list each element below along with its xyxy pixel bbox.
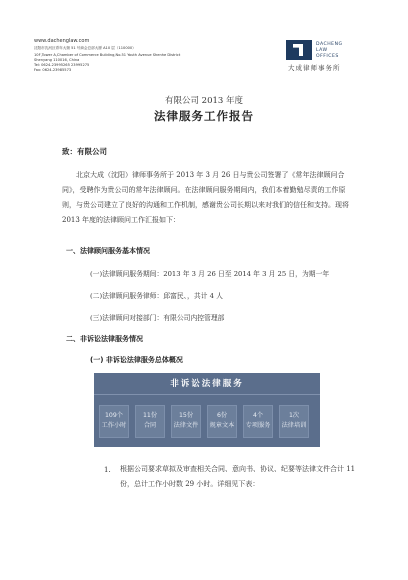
summary-box-legal-docs <box>171 405 201 438</box>
list-item-text: 根据公司要求草拟及审查相关合同、意向书、协议、纪要等法律文件合计 11 份，总计工作小时数 29 小时。详细见下表： <box>120 465 356 488</box>
letterhead-address-cn: 沈阳市沈河区青年大街 51 号商会总部大厦 A10 层（110000） <box>34 46 136 50</box>
summary-box-label: 合同 <box>143 422 157 429</box>
document-subtitle: 有限公司 2013 年度 <box>164 96 244 106</box>
logo-text-line-2: LAW <box>316 48 328 53</box>
section2-heading: 二、非诉讼法律服务情况 <box>66 335 143 343</box>
letterhead-address-en-1: 10F,Tower A,Chamber of Commerce Building,No.51 Youth Avenue Shenhe District <box>34 53 181 57</box>
summary-box-label: 专项服务 <box>245 422 271 429</box>
letterhead-tel: Tel: 0624-23995265 23995275 <box>34 63 90 67</box>
summary-box-training <box>279 405 309 438</box>
summary-banner-divider <box>94 394 320 395</box>
intro-paragraph: 北京大成（沈阳）律师事务所于 2013 年 3 月 26 日与贵公司签署了《常年法律顾问合同》，受聘作为贵公司的常年法律顾问。在法律顾问服务期间内，我们本着勤勉尽责的工作原则，与贵公司建立了良好的沟通和工作机制，感谢贵公司长期以来对我们的信任和支持。现将 2013 年度的法律顾问工作汇报如下： <box>62 171 349 224</box>
document-title: 法律服务工作报告 <box>154 109 254 123</box>
logo-text-line-1: DACHENG <box>316 42 343 47</box>
summary-banner-title: 非诉讼法律服务 <box>170 379 244 389</box>
section1-item-lawyers: (二)法律顾问服务律师：邱富民、，共计 4 人 <box>90 292 223 300</box>
summary-box-value: 4个 <box>252 412 264 419</box>
section1-item-department: (三)法律顾问对接部门：有限公司内控管理部 <box>90 314 225 322</box>
summary-box-hours <box>99 405 129 438</box>
summary-box-label: 规章文本 <box>209 422 235 429</box>
summary-box-label: 法律培训 <box>281 422 307 429</box>
logo-text-line-3: OFFICES <box>316 54 339 59</box>
letterhead-website: www.dachenglaw.com <box>34 38 90 44</box>
summary-box-regulations <box>207 405 237 438</box>
firm-logo-text <box>316 42 343 60</box>
section1-item-period: (一)法律顾问服务期间：2013 年 3 月 26 日至 2014 年 3 月 25 日，为期一年 <box>90 270 330 278</box>
summary-box-value: 15份 <box>178 412 194 419</box>
firm-logo-icon <box>286 40 312 60</box>
section2-subheading: (一) 非诉讼法律服务总体概况 <box>90 356 183 364</box>
salutation: 致：有限公司 <box>62 147 107 156</box>
letterhead-address-en-2: Shenyang 110016, China <box>34 58 80 62</box>
letterhead-fax: Fax: 0624-23985573 <box>34 68 72 72</box>
summary-box-label: 法律文件 <box>173 422 199 429</box>
firm-name-cn: 大成律师事务所 <box>288 64 341 72</box>
section1-heading: 一、法律顾问服务基本情况 <box>66 247 150 255</box>
summary-box-contracts <box>135 405 165 438</box>
summary-box-value: 11份 <box>142 412 158 419</box>
summary-box-special-services <box>243 405 273 438</box>
summary-box-value: 1次 <box>288 412 300 419</box>
list-item-number: 1. <box>104 466 111 474</box>
summary-box-value: 6份 <box>216 412 228 419</box>
summary-box-label: 工作小时 <box>101 422 127 429</box>
summary-box-value: 109个 <box>105 412 123 419</box>
